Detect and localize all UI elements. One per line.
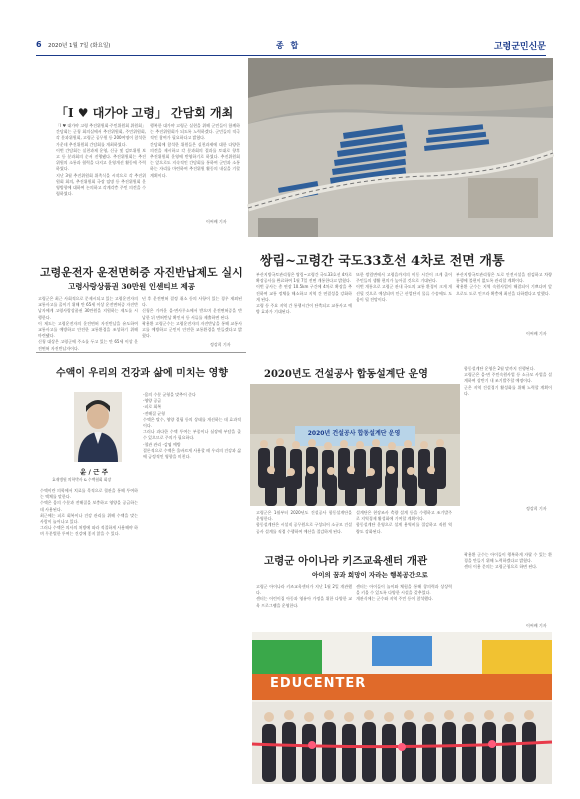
- author-portrait: [74, 392, 122, 462]
- sign-text: EDUCENTER: [270, 676, 367, 691]
- article3-col2: 또한 쌍림면에서 고령읍까지의 이동 시간이 크게 줄어 주민들의 생활 편의가 높아질 것으로 기대된다. 이번 개통으로 고령군 관내 국도의 교통 환경이 크게 개선될 것으로 예상되며 인근 산업단지 물류 수송에도 도움이 될 전망이다.: [356, 272, 452, 302]
- column-col1: 수액이란 의학에서 치료를 목적으로 혈관을 통해 투여하는 액체를 말한다. 수액은 몸의 수분과 전해질을 보충하고 영양을 공급하는 데 사용된다. 최근에는 피로 회복이나 건강 관리를 위해 수액을 맞는 사람이 늘어나고 있다. 그러나 수액은 의사의 처방에 따라 적절하게 사용해야 하며 무분별한 투여는 건강에 좋지 않을 수 있다.: [40, 488, 138, 537]
- article1-col1: 「I ♥ 대가야 고령 추진위원회·주민위원회 위원회」 간담회는 군청 회의실에서 추진위원회, 주민위원회, 각 분과위원회, 고령군 공무원 등 200여명이 참석한 가운데 추진위원회 간담회를 개최하였다. 이번 간담회는 실천과제 운영, 신규 및 검토위원 보고 등 분과회의 순서 진행됐다. 추진위원회는 추진위원의 소통과 협력을 다지고 운영개선 활동에 주력하였다. 지난 3월 추진위원회 위촉식을 시작으로 각 추진위원회 회의, 추진위원회 국장 임명 등 추진위원회 운영방향에 대하여 논의하고 각계각층 주민 의견을 수렴하였다.: [56, 123, 146, 197]
- article2-title: 고령운전자 운전면허증 자진반납제도 실시: [40, 266, 243, 279]
- article2-col1: 고령군은 최근 사회적으로 문제시되고 있는 고령운전자의 교통사고를 줄이기 위해 만 65세 이상 운전면허증 자진반납자에게 고령사랑상품권 30만원을 지원하는 제도를 시행한다. 이 제도는 고령운전자의 운전면허 자진반납을 유도하여 교통사고를 예방하고 안전한 교통환경을 조성하기 위해 마련됐다. 신청 대상은 고령군에 주소를 두고 있는 만 65세 이상 운전면허 자진반납자이다.: [38, 296, 138, 351]
- article5-col3: 곽용환 군수는 아이들이 행복하게 자랄 수 있는 환경을 만들기 위해 노력하겠다고 밝혔다. 센터 이용 문의는 고령군청으로 하면 된다.: [464, 552, 552, 570]
- article4-col2: 설계단은 현장조사 측량 설계 등을 수행하고 조기발주로 지역경제 활성화에 기여할 계획이다. 합동설계단 운영으로 설계 용역비를 절감하고 직원 역량도 강화된다.: [356, 510, 452, 534]
- article5-col1: 고령군 아이나라 키즈교육센터가 지난 1월 2일 개관했다. 센터는 어린이집 아동과 영유아 가정을 위한 다양한 교육 프로그램을 운영한다.: [256, 584, 352, 608]
- article3-col3: 부산지방국토관리청은 도로 안전시설을 점검하고 차량 통행에 불편이 없도록 관리할 계획이다. 곽용환 군수는 지역 숙원사업이 해결되어 기쁘다며 앞으로도 도로 인프라 확충에 최선을 다하겠다고 말했다.: [456, 272, 552, 296]
- article4-col3: 합동설계단 운영은 2월 말까지 진행된다. 고령군은 읍·면 주민숙원사업 등 소규모 사업을 설계하여 상반기 내 조기발주할 예정이다. 군은 지역 건설경기 활성화를 위해 노력할 계획이다.: [464, 366, 552, 396]
- column-title: 수액이 우리의 건강과 삶에 미치는 영향: [56, 368, 228, 379]
- article4-title: 2020년도 건설공사 합동설계단 운영: [264, 369, 428, 380]
- article5-title: 고령군 아이나라 키즈교육센터 개관: [264, 555, 428, 567]
- author-name: 윤 / 근 주: [80, 468, 108, 476]
- ribbon-cutting-photo: [252, 632, 552, 784]
- article1-col2: 행복한 대가야 고령군 실현을 위해 군민들이 함께하는 추진위원회가 되도록 노력하겠다. 군민들의 적극적인 참여가 필요하다고 밝혔다. 간담회에 참석한 위원들은 실천과제에 대한 다양한 의견을 제시하고 각 분과회의 결과를 토대로 향후 추진위원회 운영에 반영하기로 하였다. 추진위원회는 앞으로도 지속적인 간담회를 통하여 군민과 소통하는 자리를 마련하여 추진위원 활동의 내실을 기할 계획이다.: [150, 123, 240, 178]
- article3-col1: 부산지방국토관리청은 쌍림~고령간 국도33호선 4차로 확장공사를 완료하여 1월 7일 전면 개통한다고 밝혔다. 이번 공사는 총 연장 10.5km 구간에 4차로 확장을 추진하여 교통 정체를 해소하고 지역 간 연결성을 강화하게 된다. 고령 등 주요 지역 간 통행시간이 단축되고 교통사고 예방 효과가 기대된다.: [256, 272, 352, 315]
- article5-subtitle: 아이의 꿈과 희망이 자라는 행복공간으로: [312, 571, 428, 579]
- page-header: [36, 40, 546, 56]
- article1-title: 「I ♥ 대가야 고령」 간담회 개최: [56, 106, 234, 120]
- aerial-photo: [248, 58, 553, 237]
- article1-byline: 이씨배 기자: [206, 219, 227, 224]
- article3-title: 쌍림~고령간 국도33호선 4차로 전면 개통: [260, 254, 505, 269]
- page-number: 6: [36, 40, 42, 49]
- section-name: 종 합: [276, 41, 301, 50]
- author-title: 효재병원 의학박사 & 수액협회 회장: [52, 477, 112, 482]
- paper-name: 고령군민신문: [493, 42, 546, 52]
- article4-byline: 정강희 기자: [526, 506, 547, 511]
- article4-col1: 고령군은 1월부터 2020년도 건설공사 합동설계단을 운영한다. 합동설계단은 시설직 공무원으로 구성되어 소규모 건설공사 설계를 직접 수행하여 예산을 절감하게 된다.: [256, 510, 352, 534]
- photo-banner: 2020년 건설공사 합동설계단 운영: [307, 430, 401, 437]
- column-col2: -몸의 수분 균형을 맞추어 준다 -영양 공급 -피로 회복 -전해질 균형 수액은 탈수, 영양 결핍 등의 상태를 개선하는 데 효과적이다. 그러나 과다한 수액 투여는 부종이나 심장에 부담을 줄 수 있으므로 주의가 필요하다. -혈관 관리 -감염 예방 결론적으로 수액은 올바르게 사용할 때 우리의 건강과 삶에 긍정적인 영향을 미친다.: [143, 392, 241, 460]
- article2-col2: 년 후 운전면허 결정 취소 등의 사항이 있는 경우 제외된다. 신청은 가까운 읍·면사무소에서 받으며 운전면허증을 반납한 뒤 면허반납 확인서 등 서류를 제출하면 된다. 곽용환 고령군수는 고령운전자의 자진반납을 통해 교통사고를 예방하고 군민이 안전한 교통환경을 만들겠다고 밝혔다.: [142, 296, 242, 339]
- group-photo: [250, 384, 460, 506]
- article3-byline: 이씨배 기자: [526, 331, 547, 336]
- article5-byline: 이씨배 기자: [526, 623, 547, 628]
- issue-date: 2020년 1월 7일 (화요일): [48, 43, 111, 49]
- divider: [36, 352, 246, 353]
- article5-col2: 센터는 아이들이 놀이와 체험을 통해 창의력과 상상력을 키울 수 있도록 다양한 시설을 갖추었다. 개관식에는 군수와 지역 주민 등이 참석했다.: [356, 584, 452, 602]
- article2-subtitle: 고령사랑상품권 30만원 인센티브 제공: [68, 282, 195, 291]
- article2-byline: 정강희 기자: [210, 342, 231, 347]
